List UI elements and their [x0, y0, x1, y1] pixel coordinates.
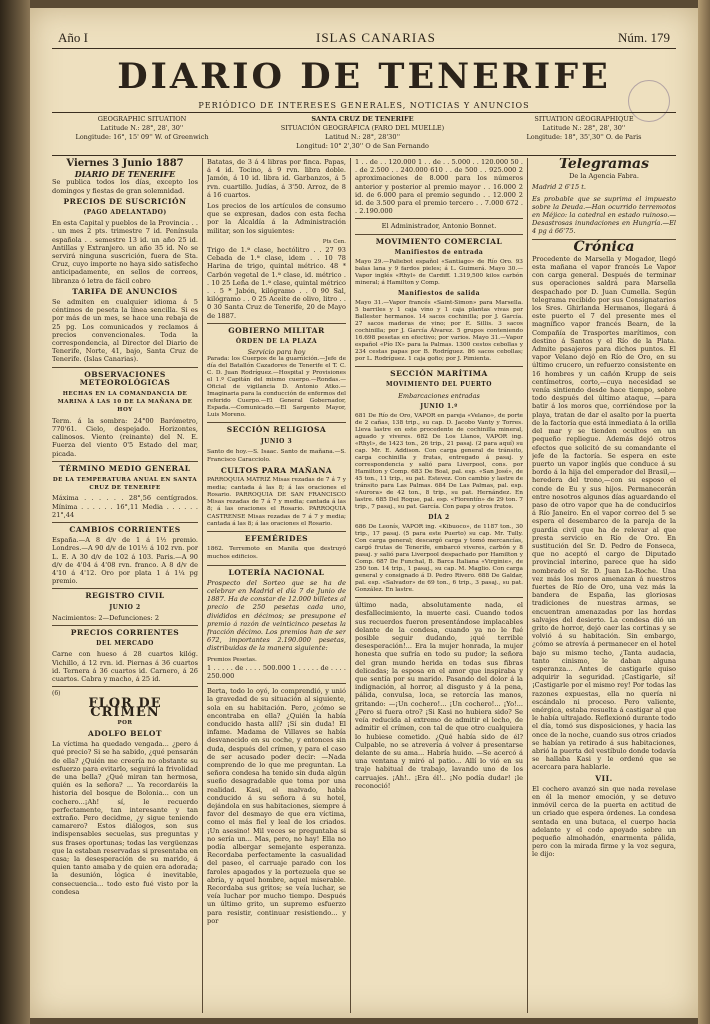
- exit-text: Mayo 31.—Vapor francés «Saint-Simon» para Marsella. 5 barriles y 1 caja vino y 1 caja plantas vivas por Ballester hermanos. 14 sacos cochinilla; por J. García. 27 sacos maderas de vino; por E. Sillis. 3 sacos cochinilla; por J. García Álvarez. 5 grupos conteniendo 16.698 pesetas en efectivo; por varios. Mayo 31.—Vapor español «Pío IX» para la Palmas. 1300 cestos cebollas y 234 cestas papas por B. Rodríguez. 86 sacos cebollas; por L. Rodríguez. 1 caja gofio; por J. Pimienta.: [355, 300, 523, 363]
- chronicle-heading: Crónica: [573, 238, 635, 255]
- religious-heading: SECCIÓN RELIGIOSA: [226, 425, 327, 435]
- issue-date: Viernes 3 Junio 1887: [66, 158, 184, 169]
- separator: [355, 234, 523, 235]
- geo-center-subtitle: SITUACIÓN GEOGRÁFICA (FARO DEL MUELLE): [280, 124, 445, 132]
- column-masthead: DIARIO DE TENERIFE: [74, 169, 176, 180]
- masthead-title: DIARIO DE TENERIFE: [117, 56, 611, 97]
- header-row: [54, 30, 674, 48]
- military-subheading: ÓRDEN DE LA PLAZA: [235, 338, 318, 346]
- geo-center: [240, 115, 485, 153]
- subscription-subheading: (PAGO ADELANTADO): [83, 209, 167, 217]
- region-label: ISLAS CANARIAS: [316, 30, 436, 45]
- separator: [207, 323, 346, 324]
- lottery-rows: 1 . . . . . de . . . . 500.000 1 . . . . . de . . . . 250.000: [207, 663, 346, 680]
- meteo-heading: OBSERVACIONES METEOROLÓGICAS: [79, 369, 171, 387]
- entry-manifests: Manifiestos de entrada: [394, 248, 484, 256]
- geo-center-lon: Longitud: 10° 2',30'' O de San Fernando: [296, 142, 429, 150]
- civil-registry-heading: REGISTRO CIVIL: [85, 591, 165, 601]
- novel-continuation-2: último nada, absolutamente nada, el desfallecimiento, la muerte casi. Cuando todos sus recuerdos fueron presentándose implacables delante de la condesa, cuando ya no le fué posible seguir dudando, ¡qué terrible desesperación!... Era la mujer honrada, la mujer honesta que sufría en todo su pudor; la señora del gran mundo herida en todas sus fibras delicadas; la esposa en el amor que inspiraba y que sentía por su marido. Pasando del dolor á la indignación, al horror, al disgusto y á la pena, pálida, convulsa, loca, se retorcía las manos, gritando: —¡Un cochero!... ¡Un cochero!... ¡Yo!... ¿Pero si fuera otro? ¡Si Kasi no hubiera sido? Se veía reducida al extremo de admitir el lecho, de admitir el crímen, con tal de que otro cualquiera lo hubiese cometido. ¿Qué había sido de él? Culpable, no se atrevería á volver á presentarse delante de su ama... Habría huido. —Se acercó á una ventana y miró al patio... Allí lo vió en su traje habitual de trabajo, lavando uno de los carruajes. ¡Ah!.. ¡Era él!.. ¡No podía dudar! ¡le reconoció!: [355, 601, 523, 790]
- telegrams-agency: De la Agencia Fabra.: [569, 172, 639, 181]
- masthead-subtitle: PERIÓDICO DE INTERESES GENERALES, NOTICIAS Y ANUNCIOS: [198, 101, 530, 110]
- consumo-intro: Los precios de los artículos de consumo que se expresan, dados con esta fecha por la Alcaldía á la Administración militar, son los siguientes:: [207, 202, 346, 235]
- separator: [52, 686, 198, 687]
- geo-center-lat: Latitud N.: 28°, 28'30'': [324, 133, 401, 141]
- issue-number: Núm. 179: [618, 30, 670, 45]
- meteo-text: Term. á la sombra: 24°00 Barómetro, 770'61. Cielo, despejado. Horizontes, calinosos. Viento (reinante) del N. E. Fuerza del viento 0'5 Estado del mar, picada.: [52, 416, 198, 458]
- market-subheading: DEL MERCADO: [96, 640, 154, 648]
- ephemeris-text: 1862. Terremoto en Manila que destruyó muchos edificios.: [207, 546, 346, 561]
- novel-continuation: Berta, todo lo oyó, lo comprendió, y unió la gravedad de su situación al siguiente, sola en su habitación. Pero, ¿cómo se encontraba en ella? ¿Quién la había conducido hasta allí? ¡Sí sin duda! El infame. Madama de Villaves se había desvanecido en su coche, y entonces sin duda, después del crímen, y para el caso de ser acusado poder decir: —Nada comprendo de lo que me preguntan. La señora condesa ha tenido sin duda algún sueño desagradable que toma por una realidad. Kasi, el malvado, había conducido á su señora á su hotel, dejándola en sus habitaciones, siempre á favor del desmayo de que era víctima, como el más fiel y leal de los criados. ¡Un asesino! Mil veces se preguntaba si no sería un... Mas, pero, no hay! Ella no podía albergar semejante esperanza. Recordaba perfectamente la casualidad del paseo, el carruaje parado con los faroles apagados y la portezuela que se abría, y aquel hombre, aquel miserable. Recordaba sus gritos; se veía luchar, se veía luchar por mucho tiempo. Después un último grito, un supremo esfuerzo para resistir, continuar resistiendo... y por: [207, 687, 346, 925]
- geo-right-lon: Longitude: 18°, 35',30'' O. de Paris: [526, 133, 642, 141]
- port-movement: MOVIMIENTO DEL PUERTO: [386, 381, 492, 389]
- geo-center-title: SANTA CRUZ DE TENERIFE: [311, 115, 414, 123]
- separator: [52, 588, 198, 589]
- prices-text: Batatas, de 3 á 4 libras por finca. Papas, á 4 id. Tocino, á 9 rvn. libra doble. Jamón, á 10 id. libra id. Garbanzos, á 5 rvn. cuartillo. Judías, á 3'50. Arroz, de 8 á 16 cuartos.: [207, 158, 346, 199]
- market-heading: PRECIOS CORRIENTES: [70, 627, 180, 637]
- exchange-text: España.—A 8 d/v de 1 á 1½ premio. Londres.—A 90 d/v de 101½ á 102 rvn. por L. E. A 30 d/v de 102 á 103. Paris.—A 90 d/v de 4'04 á 4'08 rvn. franco. A 8 d/v de 4'10 á 4'12. Oro por plata 1 á 1¼ pg premio.: [52, 536, 198, 586]
- separator: [355, 597, 523, 598]
- separator: [52, 625, 198, 626]
- folletin-title: FLOR DE CRÍMEN: [88, 696, 162, 720]
- exchange-heading: CAMBIOS CORRIENTES: [69, 524, 181, 534]
- consumo-header: Pts Cen.: [322, 238, 346, 245]
- folletin-by: POR: [117, 719, 133, 726]
- chapter-text: El cochero avanzó sin que nada revelase en él la menor emoción, y se detuvo inmóvil cerca de la puerta en actitud de un criado que espera órdenes. La condesa sentada en una butaca, el cuerpo hacia adelante y el codo apoyado sobre un pequeño almohadón, enarmenta pálida, pero con la mirada firme y la voz segura, le dijo:: [532, 784, 676, 859]
- cults-text: PARROQUIA MATRIZ Misas rezadas de 7 á 7 y media; cantada á las 8; á las oraciones el Rosario. PARROQUIA DE SAN FRANCISCO Misas rezadas de 7 á 7 y media; cantada á las 8; á las oraciones el Rosario. PARROQUIA CASTRENSE Misas rezadas de 7 á 7 y media; cantada á las 8; á las oraciones el Rosario.: [207, 477, 346, 527]
- geo-left: [52, 115, 232, 153]
- column-3: [355, 158, 523, 1013]
- subscription-heading: PRECIOS DE SUSCRICIÓN: [63, 196, 187, 206]
- day2-heading: DÍA 2: [428, 514, 450, 522]
- page-edge: [698, 0, 710, 1024]
- separator: [355, 366, 523, 367]
- intro-text: Se publica todos los días, excepto los domingos y fiestas de gran solemnidad.: [52, 178, 198, 195]
- tarifa-text: Se admiten en cualquier idioma á 5 céntimos de peseta la línea sencilla. Si es por más de un mes, se hace una rebaja de 25 pg. Los comunicados y reclamos á precios convencionales. Toda la correspondencia, al Director del Diario de Tenerife, Norte, 41, bajo, Santa Cruz de Tenerife. (Islas Canarias).: [52, 298, 198, 364]
- folletin-author: ADOLFO BELOT: [87, 728, 163, 738]
- commerce-heading: MOVIMIENTO COMERCIAL: [375, 236, 503, 246]
- top-rule: [52, 48, 676, 49]
- telegrams-text: Es probable que se suprima el impuesto sobre la Deuda.—Han ocurrido terremotos en Méjico: la catedral en estado ruinoso.—Desastrosas inundaciones en Hungría.—El 4 pg á 66'75.: [532, 194, 676, 236]
- arrivals-text: 681 De Río de Oro, VAPOR en pareja «Velano», de porte de 2 cañas, 138 trip., su cap. D. Jacobo Vanty y Torres. Lleva lastre en este procedente de cochinilla mineral, aguado y viveres. 682 De Los Llanos, VAPOR ing. «Rhyl», de 1423 ton., 26 trip., 21 pasaj. (2 para aquí) su cap. Mr. E. Addison. Con carga general de tránsito, carga cochinilla y frutas, entregado á pasaj. y correspondencia y salió para Liverpool, cons. por Hamilton y Comp. 683 De Boal, pal. esp. «San José», de 45 ton., 11 trip., su pat. Estevez. Con cambio y lastre de tránsito para Las Palmas. 684 De Las Palmas, pal. esp. «Aurora» de 42 ton., 8 trip., su pat. Hernández. En lastre. 685 Del Roque, pal. esp. «Florentín» de 29 ton. 7 trip., 7 pasaj., su pat. García. Con papa y otros frutos.: [355, 413, 523, 511]
- column-divider-1: [202, 158, 203, 1013]
- telegrams-heading: Telegramas: [559, 158, 649, 172]
- lottery-header: Premios Pesetas.: [207, 656, 257, 663]
- temp-heading: TÉRMINO MEDIO GENERAL: [59, 463, 191, 473]
- column-4: [532, 158, 676, 1013]
- telegrams-place: Madrid 2 6'15 t.: [532, 183, 587, 192]
- military-service: Servicio para hoy: [247, 348, 306, 357]
- civil-registry-date: JUNIO 2: [109, 603, 141, 611]
- arrivals-heading: Embarcaciones entradas: [398, 391, 480, 400]
- separator: [52, 522, 198, 523]
- temp-subheading: DE LA TEMPERATURA ANUAL EN SANTA CRUZ DE TENERIFE: [52, 476, 198, 492]
- geo-left-title: GEOGRAPHIC SITUATION: [97, 115, 187, 123]
- day2-text: 686 De Leonís, VAPOR ing. «Kibuoco», de 1187 ton., 30 trip., 17 pasaj. (5 para este Puerto) su cap. Mr. Tully. Con carga general; descargó carga y tomó mercancías, cargó frutas de Tenerife, embarcó viveres, carbón y 8 pasaj. y salió para Liverpool despachado por Hamilton y Comp. 687 De Funchal, B. Barca Italiana «Virginie», de 250 ton. 14 trip., 1 pasaj., su cap. M. Maglio. Con carga general y consignado á D. Pedro Rivero. 688 De Galdar, pal. esp. «Salvador» de 69 ton., 6 trip., 3 pasaj., su pat. González. En lastre.: [355, 524, 523, 594]
- tarifa-heading: TARIFA DE ANUNCIOS: [72, 286, 178, 296]
- separator: [207, 531, 346, 532]
- ephemeris-heading: EFEMÉRIDES: [244, 533, 309, 543]
- newspaper-page: [30, 8, 698, 1018]
- exit-manifests: Manifiestos de salida: [398, 290, 480, 298]
- chapter-heading: VII.: [595, 773, 613, 783]
- lottery-text: Prospecto del Sorteo que se ha de celebrar en Madrid el día 7 de Junio de 1887. Ha de constar de 12.000 billetes al precio de 250 pesetas cada uno, divididos en décimos; se presupone el premio á razón de veinticinco pesetas la fracción décimo. Los premios han de ser 672, importantes 2.190.000 pesetas, distribuidas de la manera siguiente:: [207, 578, 346, 653]
- separator: [355, 218, 523, 219]
- separator: [207, 683, 346, 684]
- cults-heading: CULTOS PARA MAÑANA: [220, 466, 333, 476]
- separator: [52, 461, 198, 462]
- geo-left-lat: Latitude N.: 28°, 28', 30'': [100, 124, 184, 132]
- chronicle-text: Procedente de Marsella y Mogador, llegó esta mañana el vapor francés Le Vapor con carga general. Después de terminar sus operaciones saldrá para Marsella despachado por D. Juan Cumella. Según telegrama recibido por sus Consignatarios los Sres. Ghirlanda Hermanos, llegará á este puerto el 7 del presente mes el magnífico vapor francés Bearn, de la Compañía de Trasportes marítimos, con destino á Santos y el Río de la Plata. Admite pasajeros para dichos puntos. El vapor Velano dejó en Río de Oro, en su último crucero, un refuerzo consistente en 16 hombres y un cañón Krupp de seis centímetros, corto,—cuya necesidad se venía sintiendo desde hace tiempo, sobre todo después del último ataque, —para batir á los moros que, corriéndose por la playa, tratan de dar el asalto por la puerta de la factoría que está inmediata á la orilla del mar y se tienden ocultos en un pequeño repliegue. Además dejó otros efectos que solicitó de su comandante el jefe de la factoría. Se espera en este puerto un vapor inglés que conduce á su bordo á la hija del emperador del Brasil,—heredera del trono,—con su esposo el conde de Eu y sus hijos. Permanecerán entre nosotros algunos días aguardando el paso de otro vapor que ha de conducirlos á Río Janeiro. En el vapor correo del 5 se espera el desembarco de la pareja de la guardia civil que ha de relevar al que presta servicio en Río de Oro. En sustitución del Sr. D. Pedro de Fonseca, que no aceptó el cargo de Diputado provincial interino, parece que ha sido nombrado el Sr. D. Juan La-Roche. Una vez más los moros amenazan á nuestros fuertes de Río de Oro, una vez más la bandera de España, las gloriosas tradiciones de nuestras armas, se encuentran amenazadas por las hordas salvajes del desierto. La condesa dió un grito de horror, dejó caer las cortinas y se volvió á su habitación. Sin embargo, ¿cómo se atrevía á permanecer en el hotel bajo su mismo techo, ¿Tanta audacia, tanto cinismo, le daban alguna esperanza... Antes de castigarle quiso adquirir la seguridad. ¡Castigarle, sí! ¡Castigarle por el mismo rey! Por todas las razones expuestas, ella no quería ni escándalo ni proceso. Pero valiente, enérgica, estaba resuelta á castigar al que le había ultrajado. Reflexionó durante todo el día, tomó sus disposiciones, y hacia las once de la noche, cuando sus otros criados se habían ya retirado á sus habitaciones, abrió la puerta del vestíbulo donde todavía se hallaba Kasi y le ordenó que se acercara para hablarle.: [532, 254, 676, 772]
- column-1: [52, 158, 198, 1013]
- masthead-rule: [52, 112, 676, 113]
- temp-text: Máxima . . . . . . 28°,56 centígrados. Mínima . . . . . . 16°,11 Media . . . . . . 21°,44: [52, 494, 198, 519]
- religious-date: JUNIO 3: [260, 437, 293, 445]
- consumo-list: Trigo de 1.ª clase, hectólitro . . 27 93 Cebada de 1.ª clase, idem . . 10 78 Harina de trigo, quintal métrico. 48 * Carbón vegetal de 1.ª clase, id. métrico . . 10 25 Leña de 1.ª clase, quintal métrico . . 5 * Jabón, kilógramo . . 0 90 Sal, kilógramo . . 0 25 Aceite de olivo, litro . . 0 30 Santa Cruz de Tenerife, 20 de Mayo de 1887.: [207, 246, 346, 320]
- lottery-list: 1 . . de . . 120.000 1 . . de . . 5.000 . . 120.000 50 . . de 2.500 . . 240.000 610 . . de 500 . . 925.000 2 aproximaciones de 8.000 para los números anterior y posterior al premio mayor . . 16.000 2 id. de 6.000 para el premio segundo . . 12.000 2 id. de 3.500 para el premio tercero . . 7.000 672 . . 2.190.000: [355, 158, 523, 216]
- geo-right-lat: Latitude N.: 28°, 28', 30'': [542, 124, 626, 132]
- civil-registry-text: Nacimientos: 2—Defunciones: 2: [52, 613, 160, 622]
- column-divider-3: [527, 158, 528, 1013]
- separator: [207, 565, 346, 566]
- administrator: El Administrador, Antonio Bonnet.: [381, 222, 497, 231]
- geo-left-lon: Longitude: 16°, 15' 09'' W. of Greenwich: [75, 133, 209, 141]
- lottery-heading: LOTERÍA NACIONAL: [228, 567, 325, 577]
- folletin-number: (6): [52, 690, 61, 698]
- military-text: Parada: los Cuerpos de la guarnición.—Jefe de día del Batallón Cazadores de Tenerife el T. C. C. D. Juan Rodríguez.—Hospital y Provisiones el 1.º Capitán del mismo cuerpo.—Rondas.—Oficial de vigilancia D. Antonio Atko.—Imaginaria para la conducción de enfermos del referido Cuerpo.—El General Gobernador, Espada.—Comunicado.—El Sargento Mayor, Luis Moreno.: [207, 356, 346, 419]
- entry-text: Mayo 29.—Paliebot español «Santiago» de Río Oro. 93 balas lana y 9 fardos pieles; á L. Guimerá. Mayo 30.—Vapor inglés «Rhyl» de Cardiff. 1.319,500 kilos carbón mineral; á Hamilton y Comp.: [355, 259, 523, 287]
- folletin-text: La víctima ha quedado vengada... ¿pero á qué precio? Si se ha sabido, ¿qué pensarán de ella? ¿Quién me creería no obstante su esfuerzo para evitarlo, seguirá la frivolidad de una bella? ¿Qué miran tan hermosa, quién es la señora? ... Ya recordaréis la historia del bosque de Bolonia... con un cochero...¡Ah! sí, le recuerdo perfectamente, tan interesante y tan extraño. Pero decidme, ¿y sigue teniendo camarero? Estos diálogos, son sus indispensables secuelas, sus preguntas y sus frases oportunas; todas las vergüenzas que la estaban reservadas si presentaba en casa; la desesperación de su marido, á quien tanto amaba y de quien era adorada; la desunión, lógica é inevitable, consecuencia... todo esto fué visto por la condesa: [52, 740, 198, 896]
- geo-right-title: SITUATION GÉOGRAPHIQUE: [534, 115, 634, 123]
- religious-text: Santo de hoy.—S. Isaac. Santo de mañana.—S. Francisco Caracciolo.: [207, 448, 346, 464]
- maritime-heading: SECCIÓN MARÍTIMA: [390, 369, 488, 379]
- market-text: Carne con hueso á 28 cuartos kilóg. Vichillo, á 12 rvn. id. Piernas á 36 cuartos id. Ternera á 36 cuartos id. Carnero, á 26 cuartos. Cabra y macho, á 25 id.: [52, 650, 198, 683]
- separator: [52, 367, 198, 368]
- military-heading: GOBIERNO MILITAR: [228, 325, 325, 335]
- geo-right: [492, 115, 676, 153]
- arrivals-date: JUNIO 1.º: [420, 402, 458, 410]
- subscription-text: En esta Capital y pueblos de la Provincia . . . un mes 2 pts. trimestre 7 id. Península española . . semestre 13 id. un año 25 id. Antillas y Extranjero. un año 35 id. No se servirá ninguna suscrición, fuera de Sta. Cruz, cuyo importe no haya sido satisfecho anticipadamente, en sellos de correos, libranza ó letra de fácil cobro: [52, 219, 198, 285]
- separator: [207, 422, 346, 423]
- column-divider-2: [350, 158, 351, 1013]
- meteo-subheading: HECHAS EN LA COMANDANCIA DE MARINA Á LAS 10 DE LA MAÑANA DE HOY: [57, 391, 193, 414]
- column-2: [207, 158, 346, 1013]
- year-label: Año I: [58, 30, 88, 45]
- geo-rule: [52, 155, 676, 156]
- book-spine: [0, 0, 30, 1024]
